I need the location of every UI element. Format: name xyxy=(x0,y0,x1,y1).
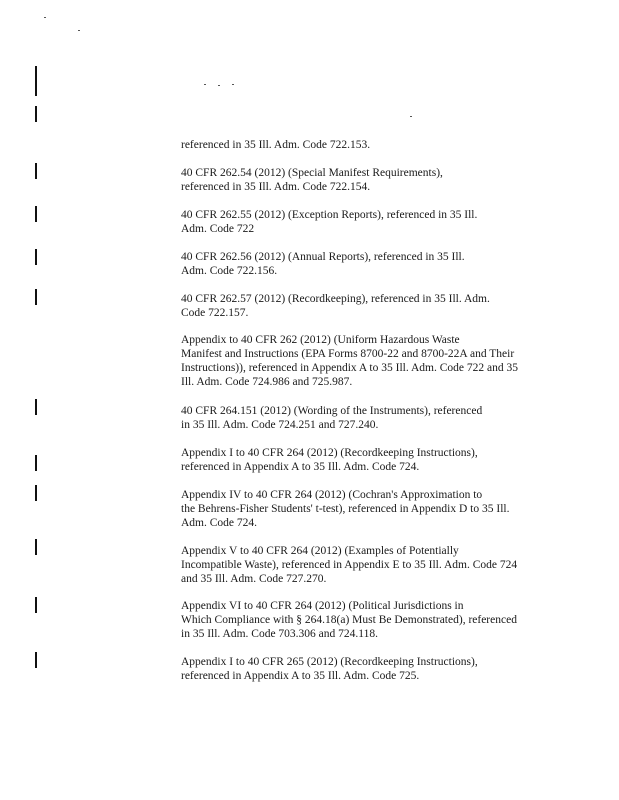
scan-speck xyxy=(232,84,234,85)
reference-entry xyxy=(181,138,551,152)
reference-entry xyxy=(181,599,551,641)
entry-line: Appendix I to 40 CFR 265 (2012) (Recordkeeping Instructions), xyxy=(181,656,478,668)
entry-line: in 35 Ill. Adm. Code 703.306 and 724.118. xyxy=(181,628,378,640)
revision-bar xyxy=(35,485,37,501)
entry-line: 40 CFR 262.57 (2012) (Recordkeeping), referenced in 35 Ill. Adm. xyxy=(181,293,490,305)
revision-bar xyxy=(35,249,37,265)
reference-entry xyxy=(181,208,551,236)
entry-line: Which Compliance with § 264.18(a) Must Be Demonstrated), referenced xyxy=(181,614,517,626)
entry-line: Appendix to 40 CFR 262 (2012) (Uniform Hazardous Waste xyxy=(181,334,460,346)
revision-bar xyxy=(35,163,37,179)
entry-line: 40 CFR 262.55 (2012) (Exception Reports), referenced in 35 Ill. xyxy=(181,209,478,221)
entry-line: Ill. Adm. Code 724.986 and 725.987. xyxy=(181,376,353,388)
reference-entry xyxy=(181,446,551,474)
scan-speck xyxy=(78,30,80,31)
revision-bar xyxy=(35,455,37,471)
entry-line: referenced in 35 Ill. Adm. Code 722.154. xyxy=(181,181,371,193)
reference-entry xyxy=(181,166,551,194)
entry-line: Instructions)), referenced in Appendix A to 35 Ill. Adm. Code 722 and 35 xyxy=(181,362,518,374)
revision-bar xyxy=(35,206,37,222)
entry-line: Manifest and Instructions (EPA Forms 8700-22 and 8700-22A and Their xyxy=(181,348,515,360)
reference-entry xyxy=(181,250,551,278)
entry-line: Adm. Code 724. xyxy=(181,517,258,529)
revision-bar xyxy=(35,539,37,555)
entry-line: Code 722.157. xyxy=(181,307,249,319)
entry-line: 40 CFR 262.54 (2012) (Special Manifest Requirements), xyxy=(181,167,443,179)
entry-line: Appendix VI to 40 CFR 264 (2012) (Political Jurisdictions in xyxy=(181,600,464,612)
scan-speck xyxy=(218,85,220,86)
revision-bar xyxy=(35,106,37,122)
revision-bar xyxy=(35,399,37,415)
entry-line: 40 CFR 262.56 (2012) (Annual Reports), referenced in 35 Ill. xyxy=(181,251,465,263)
scan-speck xyxy=(44,17,46,18)
entry-line: Adm. Code 722.156. xyxy=(181,265,278,277)
reference-entry xyxy=(181,488,551,530)
entry-line: referenced in Appendix A to 35 Ill. Adm. Code 725. xyxy=(181,670,420,682)
scan-speck xyxy=(410,116,412,117)
revision-bar xyxy=(35,289,37,305)
reference-entry xyxy=(181,292,551,320)
revision-bar xyxy=(35,66,37,96)
entry-line: Appendix V to 40 CFR 264 (2012) (Examples of Potentially xyxy=(181,545,459,557)
entry-line: in 35 Ill. Adm. Code 724.251 and 727.240. xyxy=(181,419,379,431)
revision-bar xyxy=(35,597,37,613)
revision-bar xyxy=(35,652,37,668)
entry-line: Adm. Code 722 xyxy=(181,223,255,235)
reference-entry xyxy=(181,404,551,432)
reference-entry xyxy=(181,544,551,586)
entry-line: Appendix I to 40 CFR 264 (2012) (Recordkeeping Instructions), xyxy=(181,447,478,459)
reference-entry xyxy=(181,655,551,683)
entry-line: Appendix IV to 40 CFR 264 (2012) (Cochran's Approximation to xyxy=(181,489,483,501)
entry-line: 40 CFR 264.151 (2012) (Wording of the Instruments), referenced xyxy=(181,405,483,417)
entry-line: referenced in Appendix A to 35 Ill. Adm. Code 724. xyxy=(181,461,420,473)
entry-line: referenced in 35 Ill. Adm. Code 722.153. xyxy=(181,139,371,151)
reference-entry xyxy=(181,333,551,389)
entry-line: the Behrens-Fisher Students' t-test), referenced in Appendix D to 35 Ill. xyxy=(181,503,510,515)
entry-line: and 35 Ill. Adm. Code 727.270. xyxy=(181,573,327,585)
entry-line: Incompatible Waste), referenced in Appendix E to 35 Ill. Adm. Code 724 xyxy=(181,559,518,571)
scan-speck xyxy=(204,84,206,85)
